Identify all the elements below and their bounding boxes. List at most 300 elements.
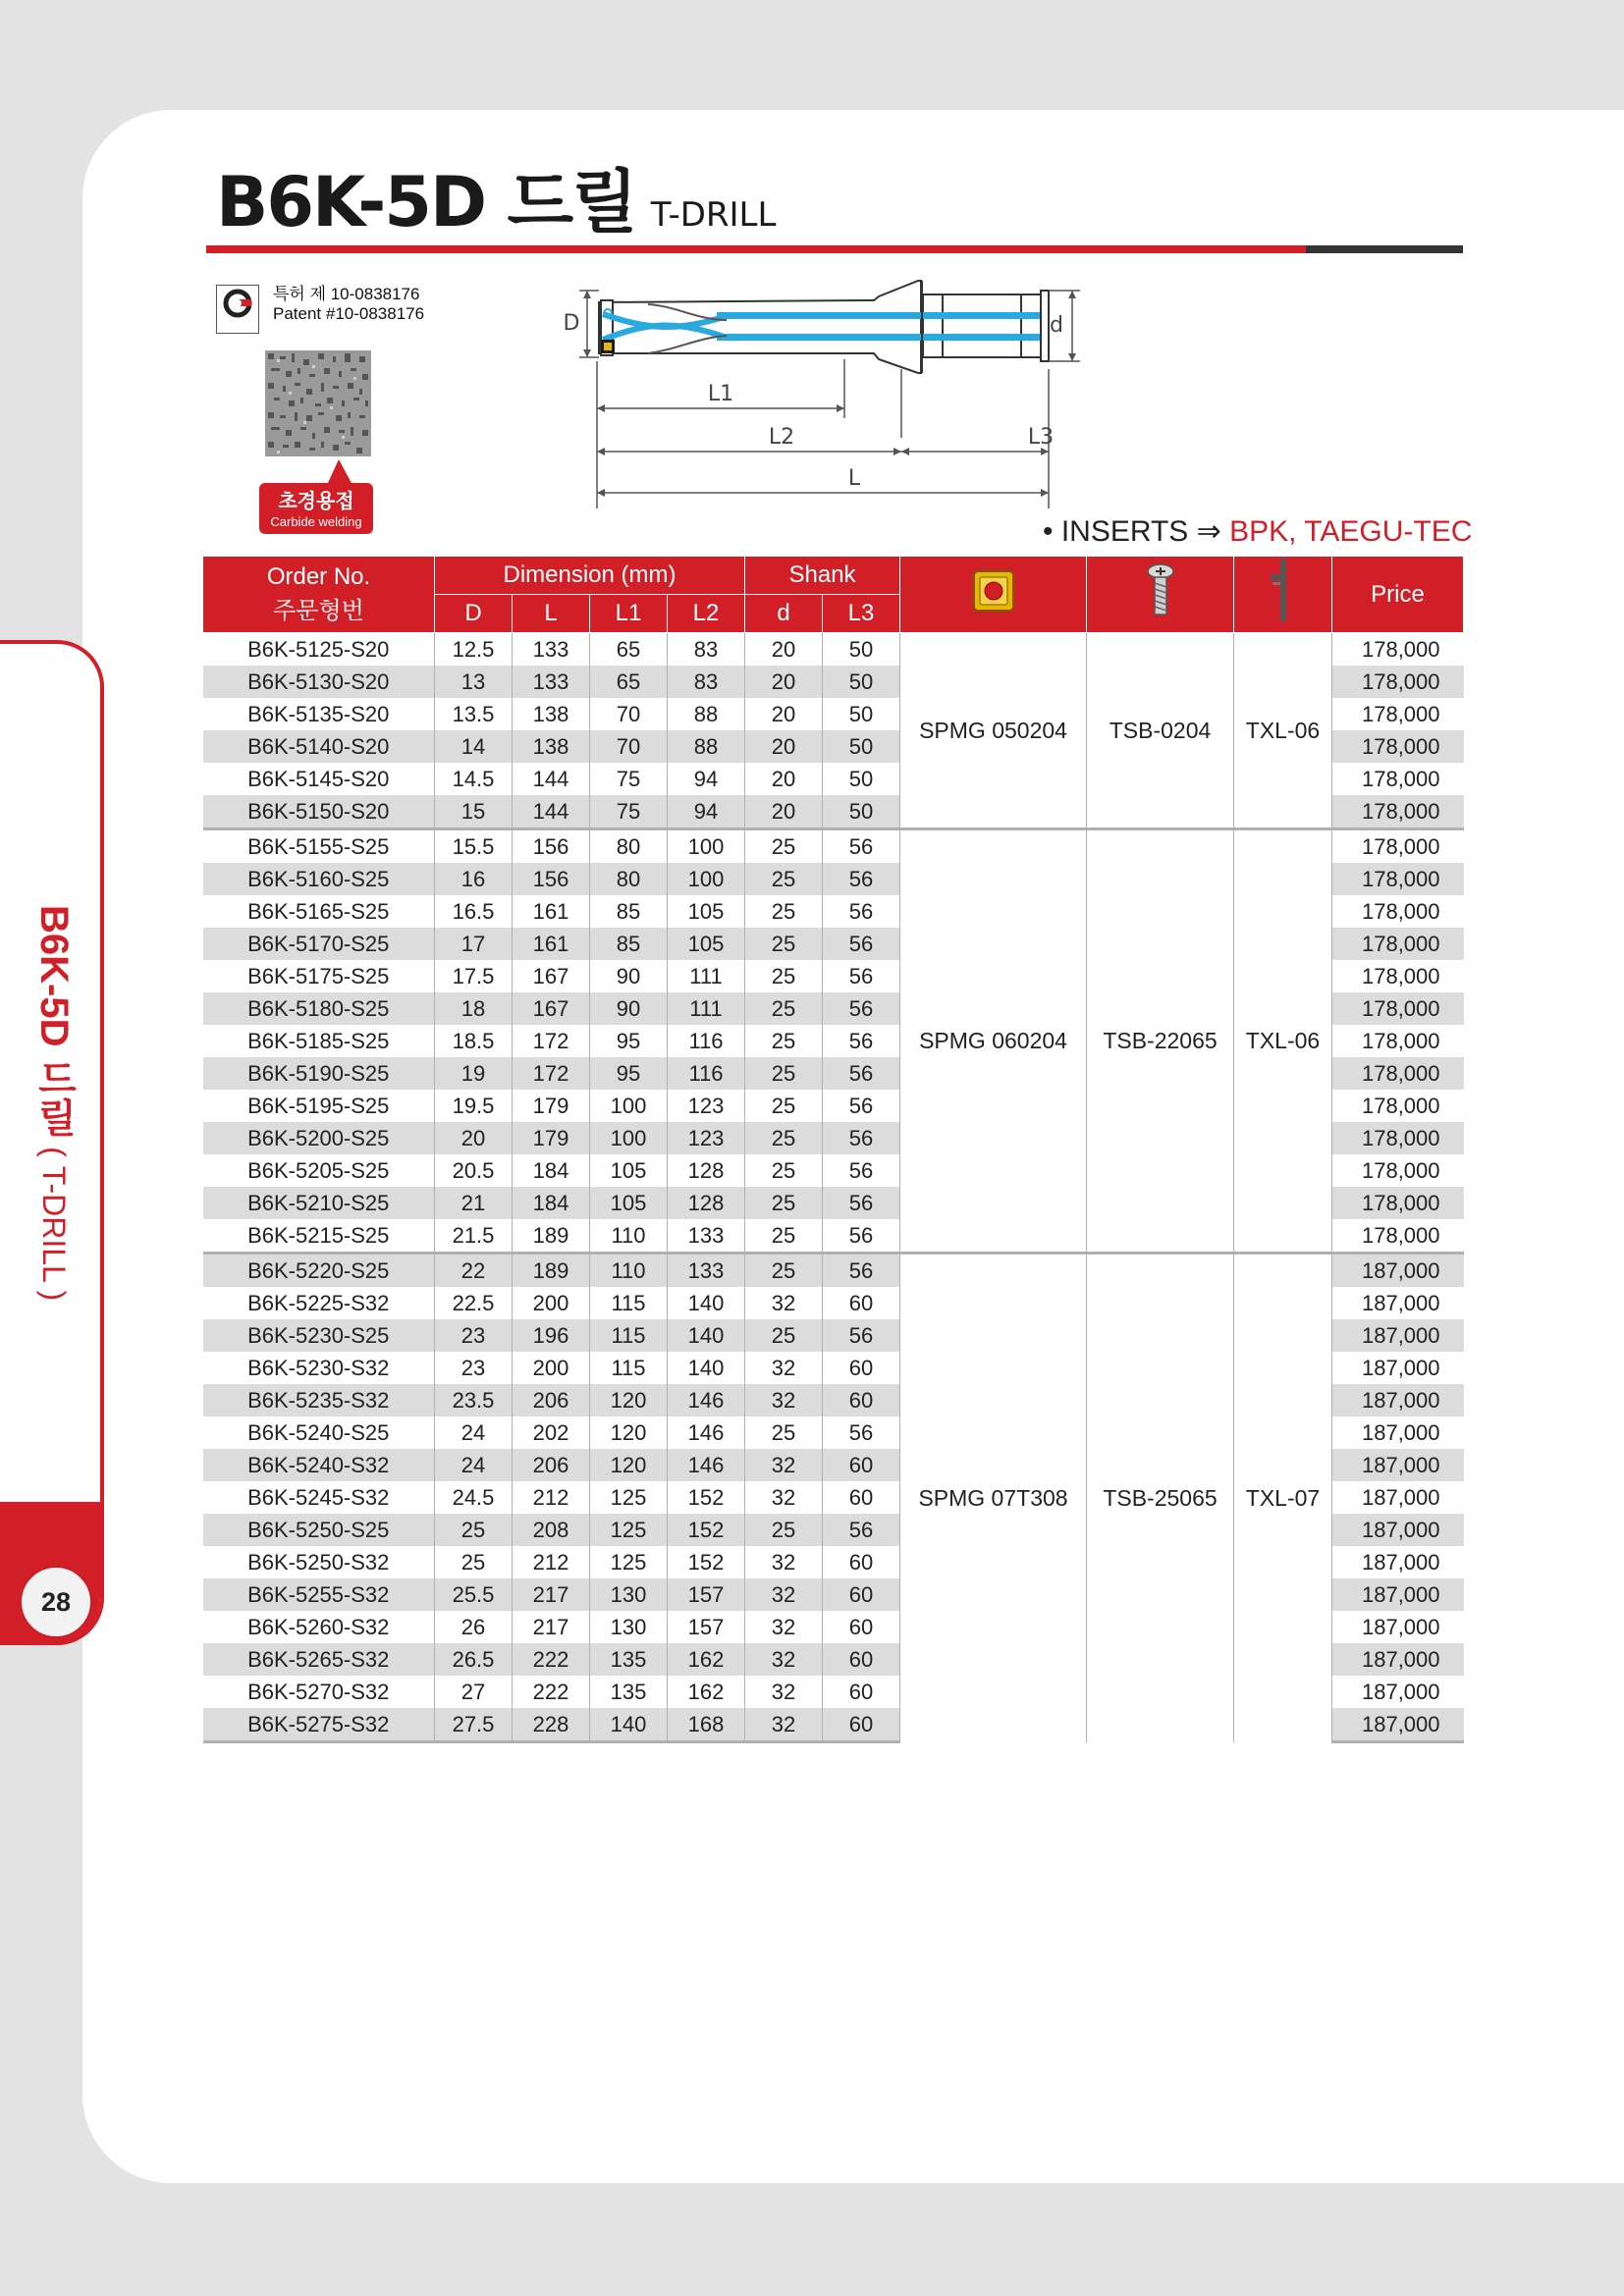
cell-price: 178,000 [1332, 895, 1464, 928]
cell-l: 202 [513, 1416, 590, 1449]
cell-l1: 70 [590, 698, 668, 730]
cell-d: 24 [435, 1449, 513, 1481]
cell-order-no: B6K-5165-S25 [203, 895, 435, 928]
cell-l1: 135 [590, 1676, 668, 1708]
cell-order-no: B6K-5240-S25 [203, 1416, 435, 1449]
header-D: D [435, 595, 513, 633]
cell-d: 20 [745, 633, 823, 667]
cell-l3: 56 [823, 960, 900, 992]
cell-d: 23 [435, 1352, 513, 1384]
cell-d: 26 [435, 1611, 513, 1643]
cell-d: 18.5 [435, 1025, 513, 1057]
cell-l3: 60 [823, 1611, 900, 1643]
cell-l3: 56 [823, 1416, 900, 1449]
cell-l1: 105 [590, 1187, 668, 1219]
cell-l3: 56 [823, 1514, 900, 1546]
cell-order-no: B6K-5200-S25 [203, 1122, 435, 1154]
cell-l2: 128 [668, 1187, 745, 1219]
cell-d: 25 [745, 1319, 823, 1352]
header-d: d [745, 595, 823, 633]
cell-order-no: B6K-5220-S25 [203, 1254, 435, 1288]
cell-l3: 56 [823, 928, 900, 960]
cell-l3: 56 [823, 863, 900, 895]
cell-l3: 56 [823, 1219, 900, 1254]
cell-price: 187,000 [1332, 1319, 1464, 1352]
cell-price: 187,000 [1332, 1352, 1464, 1384]
cell-l: 189 [513, 1219, 590, 1254]
cell-price: 178,000 [1332, 666, 1464, 698]
cell-d: 32 [745, 1611, 823, 1643]
header-order-no-en: Order No. [266, 563, 371, 590]
cell-l1: 105 [590, 1154, 668, 1187]
cell-order-no: B6K-5265-S32 [203, 1643, 435, 1676]
cell-l3: 60 [823, 1546, 900, 1578]
cell-l3: 50 [823, 633, 900, 667]
side-tab-title [32, 905, 76, 1301]
cell-l1: 140 [590, 1708, 668, 1742]
cell-insert: SPMG 060204 [900, 829, 1087, 1254]
cell-order-no: B6K-5225-S32 [203, 1287, 435, 1319]
table-row [203, 1254, 1464, 1288]
cell-price: 178,000 [1332, 960, 1464, 992]
cell-l2: 146 [668, 1416, 745, 1449]
cell-l3: 56 [823, 1025, 900, 1057]
cell-d: 24.5 [435, 1481, 513, 1514]
carbide-welding-ko: 초경용접 [278, 491, 354, 512]
cell-price: 178,000 [1332, 829, 1464, 864]
cell-price: 178,000 [1332, 863, 1464, 895]
cell-price: 178,000 [1332, 1154, 1464, 1187]
cell-price: 178,000 [1332, 1187, 1464, 1219]
cell-l2: 157 [668, 1578, 745, 1611]
label-L3: L3 [1027, 425, 1055, 450]
cell-l2: 105 [668, 928, 745, 960]
cell-order-no: B6K-5130-S20 [203, 666, 435, 698]
cell-price: 178,000 [1332, 1090, 1464, 1122]
cell-order-no: B6K-5260-S32 [203, 1611, 435, 1643]
spec-table-body [203, 633, 1464, 1742]
cell-d: 14.5 [435, 763, 513, 795]
cell-l1: 85 [590, 928, 668, 960]
cell-l: 228 [513, 1708, 590, 1742]
cell-l: 212 [513, 1546, 590, 1578]
page-number: 28 [20, 1566, 92, 1638]
cell-d: 25 [745, 1219, 823, 1254]
cell-l: 184 [513, 1154, 590, 1187]
patent-line-ko: 특허 제 10-0838176 [273, 285, 420, 303]
cell-l: 172 [513, 1025, 590, 1057]
table-row [203, 633, 1464, 667]
cell-l2: 94 [668, 795, 745, 829]
cell-screw: TSB-0204 [1087, 633, 1234, 829]
cell-d: 23.5 [435, 1384, 513, 1416]
cell-d: 20 [745, 698, 823, 730]
cell-l3: 56 [823, 1122, 900, 1154]
cell-l: 167 [513, 992, 590, 1025]
cell-l2: 88 [668, 698, 745, 730]
cell-l2: 94 [668, 763, 745, 795]
cell-l1: 90 [590, 992, 668, 1025]
cell-l2: 128 [668, 1154, 745, 1187]
cell-l: 200 [513, 1352, 590, 1384]
cell-l2: 140 [668, 1287, 745, 1319]
cell-l2: 123 [668, 1090, 745, 1122]
cell-l3: 60 [823, 1384, 900, 1416]
cell-l: 212 [513, 1481, 590, 1514]
cell-d: 25 [745, 829, 823, 864]
cell-d: 20 [745, 795, 823, 829]
cell-l2: 152 [668, 1514, 745, 1546]
cell-order-no: B6K-5235-S32 [203, 1384, 435, 1416]
cell-l2: 152 [668, 1546, 745, 1578]
cell-d: 25 [745, 1187, 823, 1219]
cell-d: 25 [745, 1090, 823, 1122]
cell-l1: 120 [590, 1384, 668, 1416]
cell-l2: 162 [668, 1643, 745, 1676]
cell-l3: 60 [823, 1578, 900, 1611]
cell-price: 187,000 [1332, 1611, 1464, 1643]
cell-d: 32 [745, 1481, 823, 1514]
cell-d: 15 [435, 795, 513, 829]
cell-order-no: B6K-5250-S32 [203, 1546, 435, 1578]
label-D: D [563, 311, 580, 336]
cell-l: 133 [513, 666, 590, 698]
spec-table [202, 556, 1464, 1743]
cell-l: 222 [513, 1643, 590, 1676]
cell-l1: 70 [590, 730, 668, 763]
header-price: Price [1332, 557, 1464, 633]
cell-price: 187,000 [1332, 1578, 1464, 1611]
cell-insert: SPMG 07T308 [900, 1254, 1087, 1742]
cell-d: 32 [745, 1449, 823, 1481]
cell-d: 25 [745, 863, 823, 895]
cell-l: 179 [513, 1090, 590, 1122]
cell-d: 14 [435, 730, 513, 763]
qr-code-icon[interactable] [265, 349, 371, 457]
header-wrench [1234, 557, 1332, 633]
side-tab-title-sub: ( T-DRILL ) [36, 1147, 72, 1302]
cell-price: 187,000 [1332, 1546, 1464, 1578]
page-title-sub: T-DRILL [650, 195, 777, 235]
cell-l2: 152 [668, 1481, 745, 1514]
cell-d: 25 [745, 1254, 823, 1288]
cell-l1: 95 [590, 1025, 668, 1057]
cell-order-no: B6K-5275-S32 [203, 1708, 435, 1742]
cell-d: 16.5 [435, 895, 513, 928]
cell-d: 32 [745, 1708, 823, 1742]
cell-l2: 133 [668, 1219, 745, 1254]
cell-order-no: B6K-5195-S25 [203, 1090, 435, 1122]
cell-l2: 100 [668, 863, 745, 895]
cell-l1: 65 [590, 666, 668, 698]
cell-order-no: B6K-5180-S25 [203, 992, 435, 1025]
insert-icon [972, 569, 1015, 613]
cell-l1: 120 [590, 1449, 668, 1481]
cell-d: 20 [435, 1122, 513, 1154]
cell-l2: 133 [668, 1254, 745, 1288]
cell-l: 172 [513, 1057, 590, 1090]
header-insert [900, 557, 1087, 633]
cell-l3: 60 [823, 1676, 900, 1708]
cell-d: 20.5 [435, 1154, 513, 1187]
cell-l: 206 [513, 1449, 590, 1481]
cell-l3: 60 [823, 1287, 900, 1319]
cell-screw: TSB-22065 [1087, 829, 1234, 1254]
cell-l: 156 [513, 863, 590, 895]
label-L: L [847, 466, 861, 491]
patent-office-logo [216, 285, 259, 334]
cell-l3: 60 [823, 1352, 900, 1384]
cell-l3: 56 [823, 1187, 900, 1219]
page-title-main: B6K-5D 드릴 [216, 162, 636, 242]
cell-l2: 168 [668, 1708, 745, 1742]
cell-order-no: B6K-5190-S25 [203, 1057, 435, 1090]
cell-l3: 56 [823, 1154, 900, 1187]
cell-d: 27.5 [435, 1708, 513, 1742]
cell-l1: 130 [590, 1578, 668, 1611]
header-L2: L2 [668, 595, 745, 633]
cell-d: 26.5 [435, 1643, 513, 1676]
cell-d: 24 [435, 1416, 513, 1449]
cell-l2: 116 [668, 1057, 745, 1090]
cell-l1: 95 [590, 1057, 668, 1090]
cell-l3: 50 [823, 763, 900, 795]
cell-l3: 60 [823, 1643, 900, 1676]
cell-order-no: B6K-5185-S25 [203, 1025, 435, 1057]
cell-d: 13.5 [435, 698, 513, 730]
cell-l1: 125 [590, 1481, 668, 1514]
drill-dimension-drawing [530, 271, 1198, 516]
cell-price: 187,000 [1332, 1514, 1464, 1546]
cell-order-no: B6K-5205-S25 [203, 1154, 435, 1187]
cell-order-no: B6K-5250-S25 [203, 1514, 435, 1546]
cell-l3: 60 [823, 1708, 900, 1742]
cell-order-no: B6K-5230-S25 [203, 1319, 435, 1352]
cell-l1: 90 [590, 960, 668, 992]
label-L2: L2 [768, 425, 795, 450]
cell-l2: 146 [668, 1384, 745, 1416]
cell-d: 25 [435, 1514, 513, 1546]
cell-order-no: B6K-5150-S20 [203, 795, 435, 829]
cell-wrench: TXL-06 [1234, 633, 1332, 829]
cell-d: 25 [745, 1416, 823, 1449]
cell-d: 25 [745, 1025, 823, 1057]
cell-price: 178,000 [1332, 633, 1464, 667]
cell-l: 217 [513, 1578, 590, 1611]
cell-l: 133 [513, 633, 590, 667]
cell-price: 178,000 [1332, 795, 1464, 829]
cell-l3: 50 [823, 795, 900, 829]
cell-order-no: B6K-5145-S20 [203, 763, 435, 795]
cell-order-no: B6K-5135-S20 [203, 698, 435, 730]
cell-d: 25.5 [435, 1578, 513, 1611]
cell-price: 178,000 [1332, 1219, 1464, 1254]
table-row [203, 829, 1464, 864]
cell-l: 161 [513, 928, 590, 960]
label-d: d [1050, 313, 1063, 338]
cell-price: 187,000 [1332, 1708, 1464, 1742]
header-shank: Shank [745, 557, 900, 595]
cell-l: 144 [513, 763, 590, 795]
patent-text [273, 285, 424, 324]
cell-d: 32 [745, 1384, 823, 1416]
cell-l1: 110 [590, 1254, 668, 1288]
cell-price: 178,000 [1332, 1122, 1464, 1154]
cell-l3: 56 [823, 1057, 900, 1090]
title-rule-dark [1306, 245, 1463, 253]
cell-l1: 80 [590, 863, 668, 895]
cell-l: 206 [513, 1384, 590, 1416]
cell-l3: 50 [823, 666, 900, 698]
cell-order-no: B6K-5230-S32 [203, 1352, 435, 1384]
cell-d: 21.5 [435, 1219, 513, 1254]
cell-d: 20 [745, 730, 823, 763]
cell-l2: 116 [668, 1025, 745, 1057]
cell-l: 161 [513, 895, 590, 928]
cell-l3: 50 [823, 698, 900, 730]
cell-d: 19.5 [435, 1090, 513, 1122]
cell-d: 25 [745, 895, 823, 928]
cell-d: 32 [745, 1578, 823, 1611]
cell-wrench: TXL-07 [1234, 1254, 1332, 1742]
cell-price: 187,000 [1332, 1384, 1464, 1416]
cell-price: 178,000 [1332, 1057, 1464, 1090]
cell-l1: 120 [590, 1416, 668, 1449]
carbide-welding-en: Carbide welding [270, 514, 362, 529]
cell-l1: 85 [590, 895, 668, 928]
cell-price: 187,000 [1332, 1449, 1464, 1481]
cell-order-no: B6K-5160-S25 [203, 863, 435, 895]
screw-icon [1146, 561, 1175, 620]
cell-l1: 115 [590, 1287, 668, 1319]
cell-l3: 60 [823, 1449, 900, 1481]
header-L3: L3 [823, 595, 900, 633]
cell-d: 12.5 [435, 633, 513, 667]
cell-l1: 115 [590, 1319, 668, 1352]
patent-office-icon [217, 286, 258, 333]
cell-price: 187,000 [1332, 1643, 1464, 1676]
cell-price: 178,000 [1332, 992, 1464, 1025]
cell-price: 187,000 [1332, 1254, 1464, 1288]
cell-price: 187,000 [1332, 1481, 1464, 1514]
cell-l1: 125 [590, 1514, 668, 1546]
cell-d: 25 [745, 960, 823, 992]
cell-l1: 80 [590, 829, 668, 864]
cell-l: 200 [513, 1287, 590, 1319]
cell-order-no: B6K-5245-S32 [203, 1481, 435, 1514]
cell-l: 138 [513, 730, 590, 763]
cell-l: 156 [513, 829, 590, 864]
cell-d: 19 [435, 1057, 513, 1090]
cell-d: 15.5 [435, 829, 513, 864]
inserts-prefix: • INSERTS ⇒ [1043, 515, 1230, 548]
cell-l2: 111 [668, 960, 745, 992]
cell-l2: 111 [668, 992, 745, 1025]
header-L1: L1 [590, 595, 668, 633]
cell-order-no: B6K-5240-S32 [203, 1449, 435, 1481]
inserts-line [1043, 514, 1472, 549]
label-L1: L1 [707, 382, 734, 406]
cell-l: 222 [513, 1676, 590, 1708]
cell-l: 208 [513, 1514, 590, 1546]
cell-l2: 162 [668, 1676, 745, 1708]
cell-l1: 130 [590, 1611, 668, 1643]
cell-order-no: B6K-5125-S20 [203, 633, 435, 667]
cell-order-no: B6K-5155-S25 [203, 829, 435, 864]
cell-l1: 100 [590, 1122, 668, 1154]
cell-d: 32 [745, 1676, 823, 1708]
cell-l3: 56 [823, 1090, 900, 1122]
cell-d: 18 [435, 992, 513, 1025]
patent-line-en: Patent #10-0838176 [273, 304, 425, 323]
cell-l3: 50 [823, 730, 900, 763]
page-title [216, 147, 776, 246]
cell-l1: 75 [590, 763, 668, 795]
cell-l: 189 [513, 1254, 590, 1288]
cell-l3: 56 [823, 829, 900, 864]
cell-d: 25 [745, 1122, 823, 1154]
cell-l2: 123 [668, 1122, 745, 1154]
cell-l: 179 [513, 1122, 590, 1154]
cell-l3: 56 [823, 1319, 900, 1352]
cell-d: 16 [435, 863, 513, 895]
cell-l2: 157 [668, 1611, 745, 1643]
cell-order-no: B6K-5170-S25 [203, 928, 435, 960]
cell-order-no: B6K-5215-S25 [203, 1219, 435, 1254]
cell-insert: SPMG 050204 [900, 633, 1087, 829]
side-tab-title-main: B6K-5D 드릴 [32, 905, 76, 1137]
header-screw [1087, 557, 1234, 633]
cell-wrench: TXL-06 [1234, 829, 1332, 1254]
header-dimension: Dimension (mm) [435, 557, 745, 595]
cell-l2: 146 [668, 1449, 745, 1481]
cell-d: 25 [745, 1154, 823, 1187]
cell-d: 25 [745, 1057, 823, 1090]
cell-d: 27 [435, 1676, 513, 1708]
cell-l3: 56 [823, 992, 900, 1025]
header-order-no-ko: 주문형번 [273, 598, 364, 624]
cell-d: 17 [435, 928, 513, 960]
cell-l2: 100 [668, 829, 745, 864]
cell-screw: TSB-25065 [1087, 1254, 1234, 1742]
cell-l3: 60 [823, 1481, 900, 1514]
cell-price: 178,000 [1332, 698, 1464, 730]
carbide-welding-badge [259, 483, 373, 534]
cell-d: 22 [435, 1254, 513, 1288]
cell-order-no: B6K-5140-S20 [203, 730, 435, 763]
weld-badge-pointer [319, 459, 358, 485]
cell-l2: 105 [668, 895, 745, 928]
cell-order-no: B6K-5270-S32 [203, 1676, 435, 1708]
cell-d: 32 [745, 1643, 823, 1676]
header-order-no [203, 557, 435, 633]
cell-l: 217 [513, 1611, 590, 1643]
cell-d: 25 [745, 928, 823, 960]
cell-d: 32 [745, 1287, 823, 1319]
cell-l3: 56 [823, 895, 900, 928]
cell-l1: 75 [590, 795, 668, 829]
cell-price: 187,000 [1332, 1676, 1464, 1708]
cell-order-no: B6K-5175-S25 [203, 960, 435, 992]
cell-price: 178,000 [1332, 763, 1464, 795]
cell-l1: 125 [590, 1546, 668, 1578]
cell-d: 23 [435, 1319, 513, 1352]
cell-l1: 110 [590, 1219, 668, 1254]
cell-l: 167 [513, 960, 590, 992]
cell-l2: 140 [668, 1352, 745, 1384]
cell-d: 25 [745, 1514, 823, 1546]
cell-l1: 135 [590, 1643, 668, 1676]
